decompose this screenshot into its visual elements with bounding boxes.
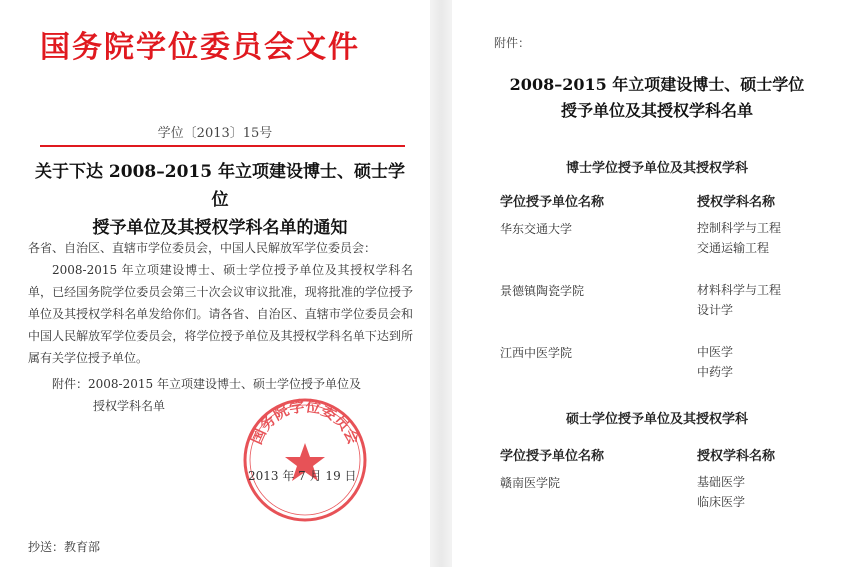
doctoral-unit: 江西中医学院 [500,346,573,360]
masters-col-subjects-header: 授权学科名称 [697,449,776,464]
masters-section-heading: 硕士学位授予单位及其授权学科 [565,412,748,427]
list-title-line-1: 2008–2015 年立项建设博士、硕士学位 [509,75,805,94]
red-divider-line [40,145,405,147]
notice-title [30,158,410,242]
doctoral-unit: 景德镇陶瓷学院 [500,284,585,298]
attachment-note-line-1: 附件：2008-2015 年立项建设博士、硕士学位授予单位及 [52,377,361,391]
document-header-title: 国务院学位委员会文件 [40,30,360,65]
doctoral-subject: 材料科学与工程 [697,283,782,297]
list-title-line-2: 授予单位及其授权学科名单 [560,101,753,120]
doctoral-subject-list [697,280,781,320]
masters-subject-list [697,472,745,512]
doctoral-subject: 控制科学与工程 [697,221,782,235]
doctoral-subject-list [697,218,781,258]
masters-subject: 临床医学 [697,495,746,509]
official-seal-icon [240,395,370,525]
svg-text:国务院学位委员会: 国务院学位委员会 [247,397,363,447]
attachment-note-line-2: 授权学科名单 [93,399,166,413]
notice-title-line-2: 授予单位及其授权学科名单的通知 [92,218,348,238]
body-paragraph: 2008-2015 年立项建设博士、硕士学位授予单位及其授权学科名单，已经国务院学位委员会第三十次会议审议批准，现将批准的学位授予单位及其授权学科名单发给你们。请各省、自治区、直辖市学位委员会和中国人民解放军学位委员会，将学位授予单位及其授权学科名单下达到所属有关学位授予单位。 [28,263,413,365]
doctoral-subject: 中药学 [697,365,734,379]
page-gutter [430,0,452,567]
masters-unit: 赣南医学院 [500,476,561,490]
document-number: 学位〔2013〕15号 [157,126,273,141]
doctoral-subject: 中医学 [697,345,734,359]
attachment-page [452,0,864,567]
notice-page [0,0,430,567]
list-title [482,72,832,124]
issue-date: 2013 年 7 月 19 日 [248,469,357,483]
salutation: 各省、自治区、直辖市学位委员会，中国人民解放军学位委员会： [28,241,377,255]
masters-subject: 基础医学 [697,475,746,489]
masters-col-unit-header: 学位授予单位名称 [500,449,605,464]
doctoral-col-subjects-header: 授权学科名称 [697,195,776,210]
cc-recipient: 抄送：教育部 [28,540,101,554]
attachment-label: 附件： [494,36,531,50]
doctoral-section-heading: 博士学位授予单位及其授权学科 [565,161,748,176]
doctoral-subject-list [697,342,733,382]
doctoral-subject: 交通运输工程 [697,241,770,255]
doctoral-subject: 设计学 [697,303,734,317]
notice-title-line-1: 关于下达 2008–2015 年立项建设博士、硕士学位 [35,162,405,210]
doctoral-unit: 华东交通大学 [500,222,573,236]
doctoral-col-unit-header: 学位授予单位名称 [500,195,605,210]
